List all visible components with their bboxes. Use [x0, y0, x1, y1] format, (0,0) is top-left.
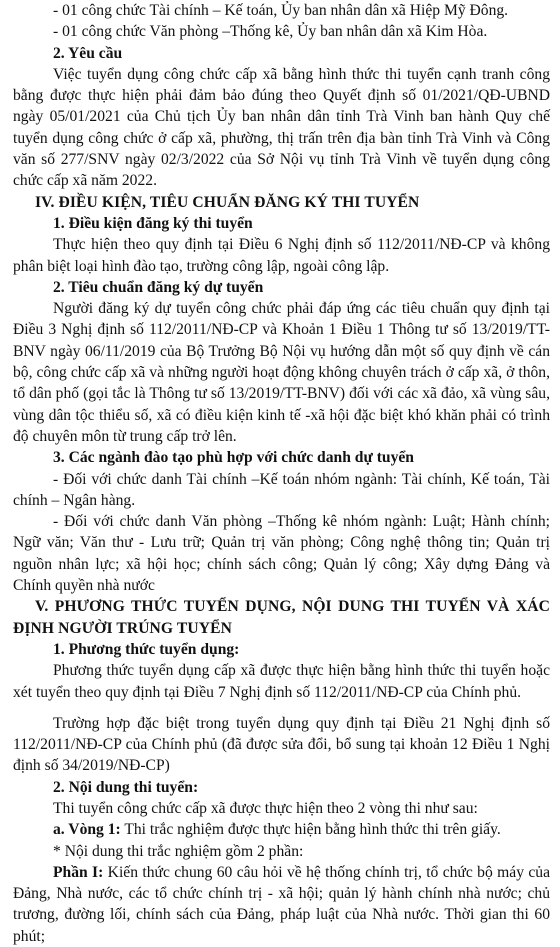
paragraph-phuong-thuc: Phương thức tuyển dụng cấp xã được thực hiện bằng hình thức thi tuyển hoặc xét tuyển theo quy định tại Điều 7 Nghị định số 112/2011/NĐ-CP của Chính phủ.: [13, 662, 550, 701]
vong1-text: Thi trắc nghiệm được thực hiện bằng hình thức thi trên giấy.: [120, 821, 501, 839]
list-item: - 01 công chức Văn phòng –Thống kê, Ủy ban nhân dân xã Kim Hòa.: [53, 23, 488, 41]
paragraph-tieu-chuan: Người đăng ký dự tuyển công chức phải đáp ứng các tiêu chuẩn quy định tại Điều 3 Nghị định số 112/2011/NĐ-CP và Khoản 1 Điều 1 Thông tư số 13/2019/TT-BNV ngày 06/11/2019 của Bộ Trưởng Bộ Nội vụ hướng dẫn một số quy định về cán bộ, công chức cấp xã và những người hoạt động không chuyên trách ở cấp xã, ở thôn, tổ dân phố (gọi tắc là Thông tư số 13/2019/TT-BNV) đối với các xã đảo, xã vùng sâu, vùng dân tộc thiểu số, xã có điều kiện kinh tế -xã hội đặc biệt khó khăn phải có trình độ chuyên môn từ trung cấp trở lên.: [13, 300, 550, 445]
heading-dieu-kien: 1. Điều kiện đăng ký thi tuyển: [53, 214, 253, 232]
paragraph-truong-hop: Trường hợp đặc biệt trong tuyển dụng quy định tại Điều 21 Nghị định số 112/2011/NĐ-CP của Chính phủ (đã được sửa đổi, bổ sung tại khoản 12 Điều 1 Nghị định số 34/2019/NĐ-CP): [13, 714, 550, 775]
vong1-label: a. Vòng 1:: [53, 821, 121, 839]
section-heading-v: V. PHƯƠNG THỨC TUYỂN DỤNG, NỘI DUNG THI TUYỂN VÀ XÁC ĐỊNH NGƯỜI TRÚNG TUYỂN: [13, 598, 550, 637]
paragraph-nganh-van-phong: - Đối với chức danh Văn phòng –Thống kê nhóm ngành: Luật; Hành chính; Ngữ văn; Văn thư - Lưu trữ; Quản trị văn phòng; Công nghệ thông tin; Quản trị nguồn nhân lực; xã hội học; chính sách công; Quản lý công; Xây dựng Đảng và Chính quyền nhà nước: [13, 513, 550, 595]
paragraph-vong-1: [13, 819, 550, 840]
heading-noi-dung: 2. Nội dung thi tuyển:: [53, 778, 199, 796]
section-heading-iv: IV. ĐIỀU KIỆN, TIÊU CHUẨN ĐĂNG KÝ THI TUYỂN: [35, 193, 420, 211]
heading-tieu-chuan: 2. Tiêu chuẩn đăng ký dự tuyển: [53, 278, 264, 296]
paragraph-noi-dung: Thi tuyển công chức cấp xã được thực hiện theo 2 vòng thi như sau:: [53, 799, 478, 817]
heading-phuong-thuc: 1. Phương thức tuyển dụng:: [53, 640, 240, 658]
phan1-label: Phần I:: [53, 863, 104, 881]
heading-yeu-cau: 2. Yêu cầu: [53, 44, 123, 62]
list-item: - 01 công chức Tài chính – Kế toán, Ủy ban nhân dân xã Hiệp Mỹ Đông.: [53, 2, 509, 19]
phan1-text: Kiến thức chung 60 câu hỏi về hệ thống chính trị, tổ chức bộ máy của Đảng, Nhà nước, các tổ chức chính trị - xã hội; quản lý hành chính nhà nước; chủ trương, đường lối, chính sách của Đảng, pháp luật của Nhà nước. Thời gian thi 60 phút;: [13, 863, 551, 945]
paragraph-yeu-cau: Việc tuyển dụng công chức cấp xã bằng hình thức thi tuyển cạnh tranh công bằng được thực hiện phải đảm bảo đúng theo Quyết định số 01/2021/QĐ-UBND ngày 05/01/2021 của Chủ tịch Ủy ban nhân dân tỉnh Trà Vinh ban hành Quy chế tuyển dụng công chức ở cấp xã, phường, thị trấn trên địa bàn tỉnh Trà Vinh và Công văn số 277/SNV ngày 02/3/2022 của Sở Nội vụ tỉnh Trà Vinh về tuyển dụng công chức cấp xã năm 2022.: [13, 65, 550, 190]
paragraph-phan-1: [13, 862, 550, 947]
heading-nganh-dao-tao: 3. Các ngành đào tạo phù hợp với chức danh dự tuyển: [53, 449, 414, 467]
paragraph-nganh-tai-chinh: - Đối với chức danh Tài chính –Kế toán nhóm ngành: Tài chính, Kế toán, Tài chính – Ngân hàng.: [13, 470, 550, 509]
paragraph-noi-dung-trac-nghiem: * Nội dung thi trắc nghiệm gồm 2 phần:: [53, 842, 304, 860]
paragraph-dieu-kien: Thực hiện theo quy định tại Điều 6 Nghị định số 112/2011/NĐ-CP và không phân biệt loại hình đào tạo, trường công lập, ngoài công lập.: [13, 236, 550, 275]
